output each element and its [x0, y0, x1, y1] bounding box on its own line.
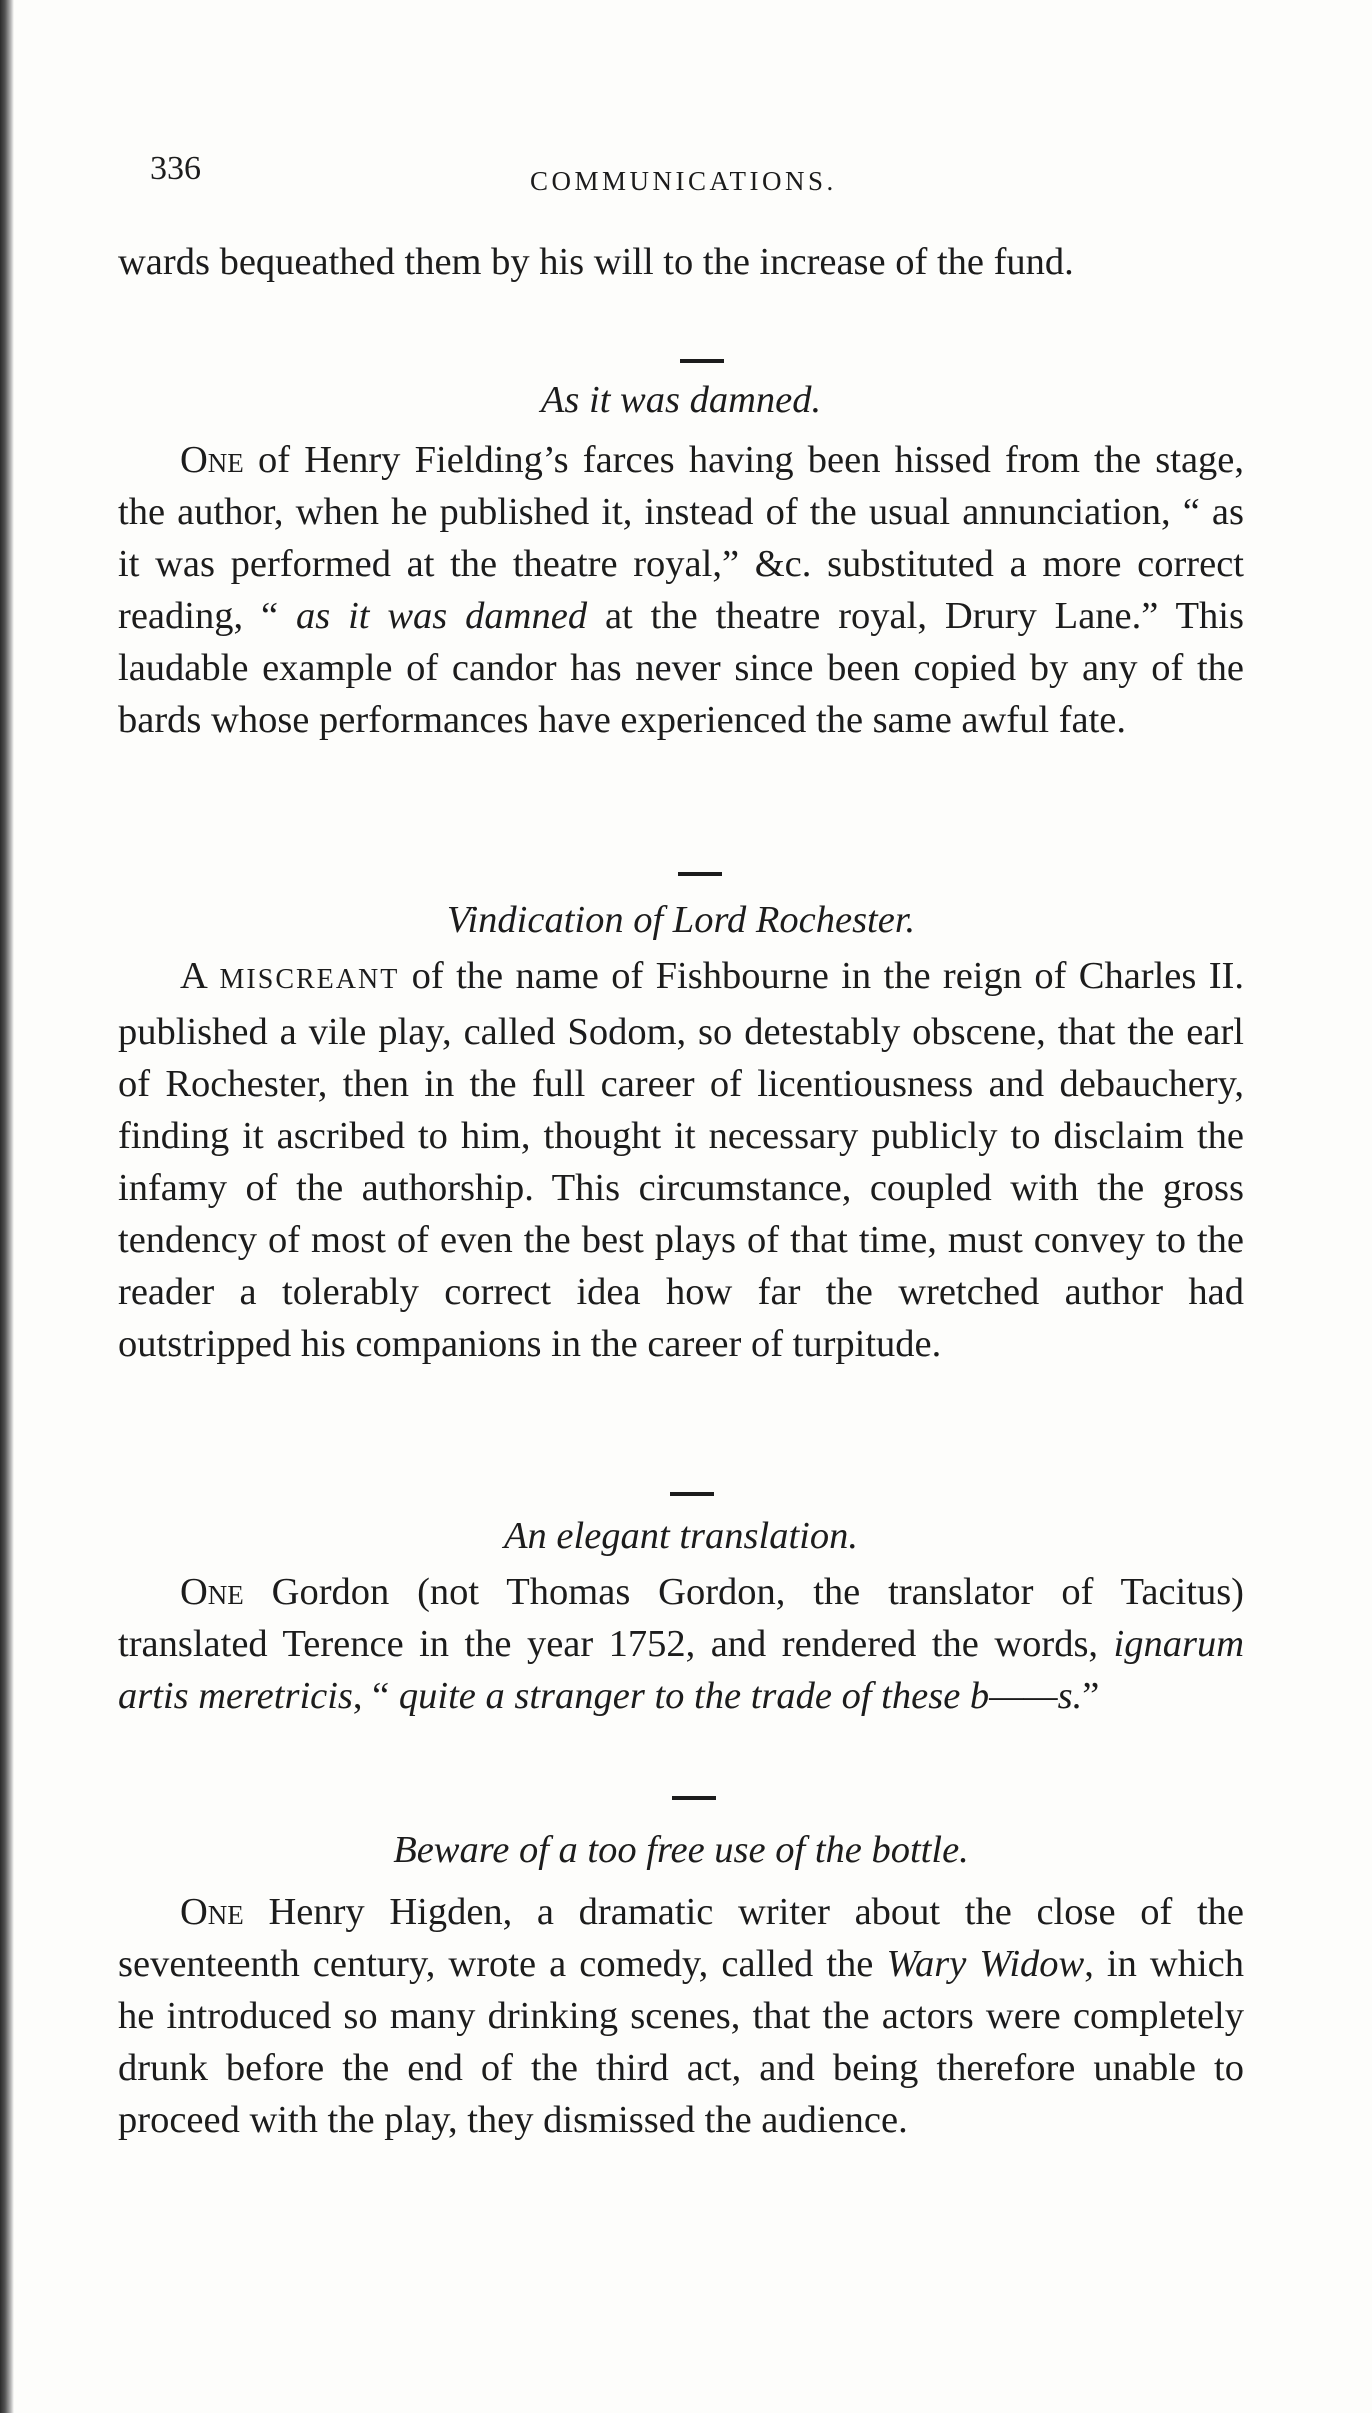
paragraph: A MISCREANT of the name of Fishbourne in the reign of Charles II. published a vile play, called Sodom, so detestably obscene, that the earl of Rochester, then in the full career of licentiousness and debauchery, finding it ascribed to him, thought it necessary publicly to disclaim the infamy of the authorship. This circumstance, coupled with the gross tendency of most of even the best plays of that time, must convey to the reader a tolerably correct idea how far the wretched author had outstripped his companions in the career of turpitude.	[118, 955, 1244, 1365]
section-body-vindication	[118, 950, 1244, 1370]
italic-phrase: ignarum artis meretricis	[118, 1623, 1244, 1717]
section-heading-elegant-translation: An elegant translation.	[504, 1515, 858, 1557]
section-body-elegant-translation	[118, 1566, 1244, 1722]
page-number: 336	[150, 150, 201, 187]
lead-word: One	[180, 1891, 244, 1933]
italic-phrase: as it was damned	[295, 595, 588, 637]
lead-letter: A	[180, 955, 208, 997]
paragraph: One Henry Higden, a dramatic writer about the close of the seventeenth century, wrote a comedy, called the Wary Widow, in which he introduced so many drinking scenes, that the actors were completely drunk before the end of the third act, and being therefore unable to proceed with the play, they dismissed the audience.	[118, 1891, 1244, 2141]
section-divider-2	[678, 872, 722, 876]
lead-word: MISCREANT	[207, 964, 400, 995]
italic-phrase: Wary Widow	[886, 1943, 1085, 1985]
section-heading-beware: Beware of a too free use of the bottle.	[393, 1829, 969, 1871]
lead-word: One	[180, 1571, 244, 1613]
section-heading-as-it-was-damned: As it was damned.	[540, 379, 822, 421]
section-divider-4	[672, 1796, 716, 1800]
italic-phrase: quite a stranger to the trade of these b——s.	[398, 1675, 1083, 1717]
running-title: COMMUNICATIONS.	[530, 166, 837, 196]
paragraph: One of Henry Fielding’s farces having been hissed from the stage, the author, when he published it, instead of the usual annunciation, “ as it was performed at the theatre royal,” &c. substituted a more correct reading, “ as it was damned at the theatre royal, Drury Lane.” This laudable example of candor has never since been copied by any of the bards whose performances have experienced the same awful fate.	[118, 439, 1244, 741]
section-divider-3	[670, 1492, 714, 1496]
section-body-beware	[118, 1886, 1244, 2146]
paragraph: One Gordon (not Thomas Gordon, the translator of Tacitus) translated Terence in the year 1752, and rendered the words, ignarum artis meretricis, “ quite a stranger to the trade of these b——s.”	[118, 1571, 1244, 1717]
lead-word: One	[180, 439, 244, 481]
section-divider-1	[680, 359, 724, 363]
running-head	[150, 150, 1250, 200]
spine-shadow	[0, 0, 14, 2413]
continuation-paragraph	[118, 236, 1244, 288]
section-heading-vindication: Vindication of Lord Rochester.	[446, 899, 916, 941]
continuation-text: wards bequeathed them by his will to the increase of the fund.	[118, 241, 1074, 283]
section-body-as-it-was-damned	[118, 434, 1244, 746]
